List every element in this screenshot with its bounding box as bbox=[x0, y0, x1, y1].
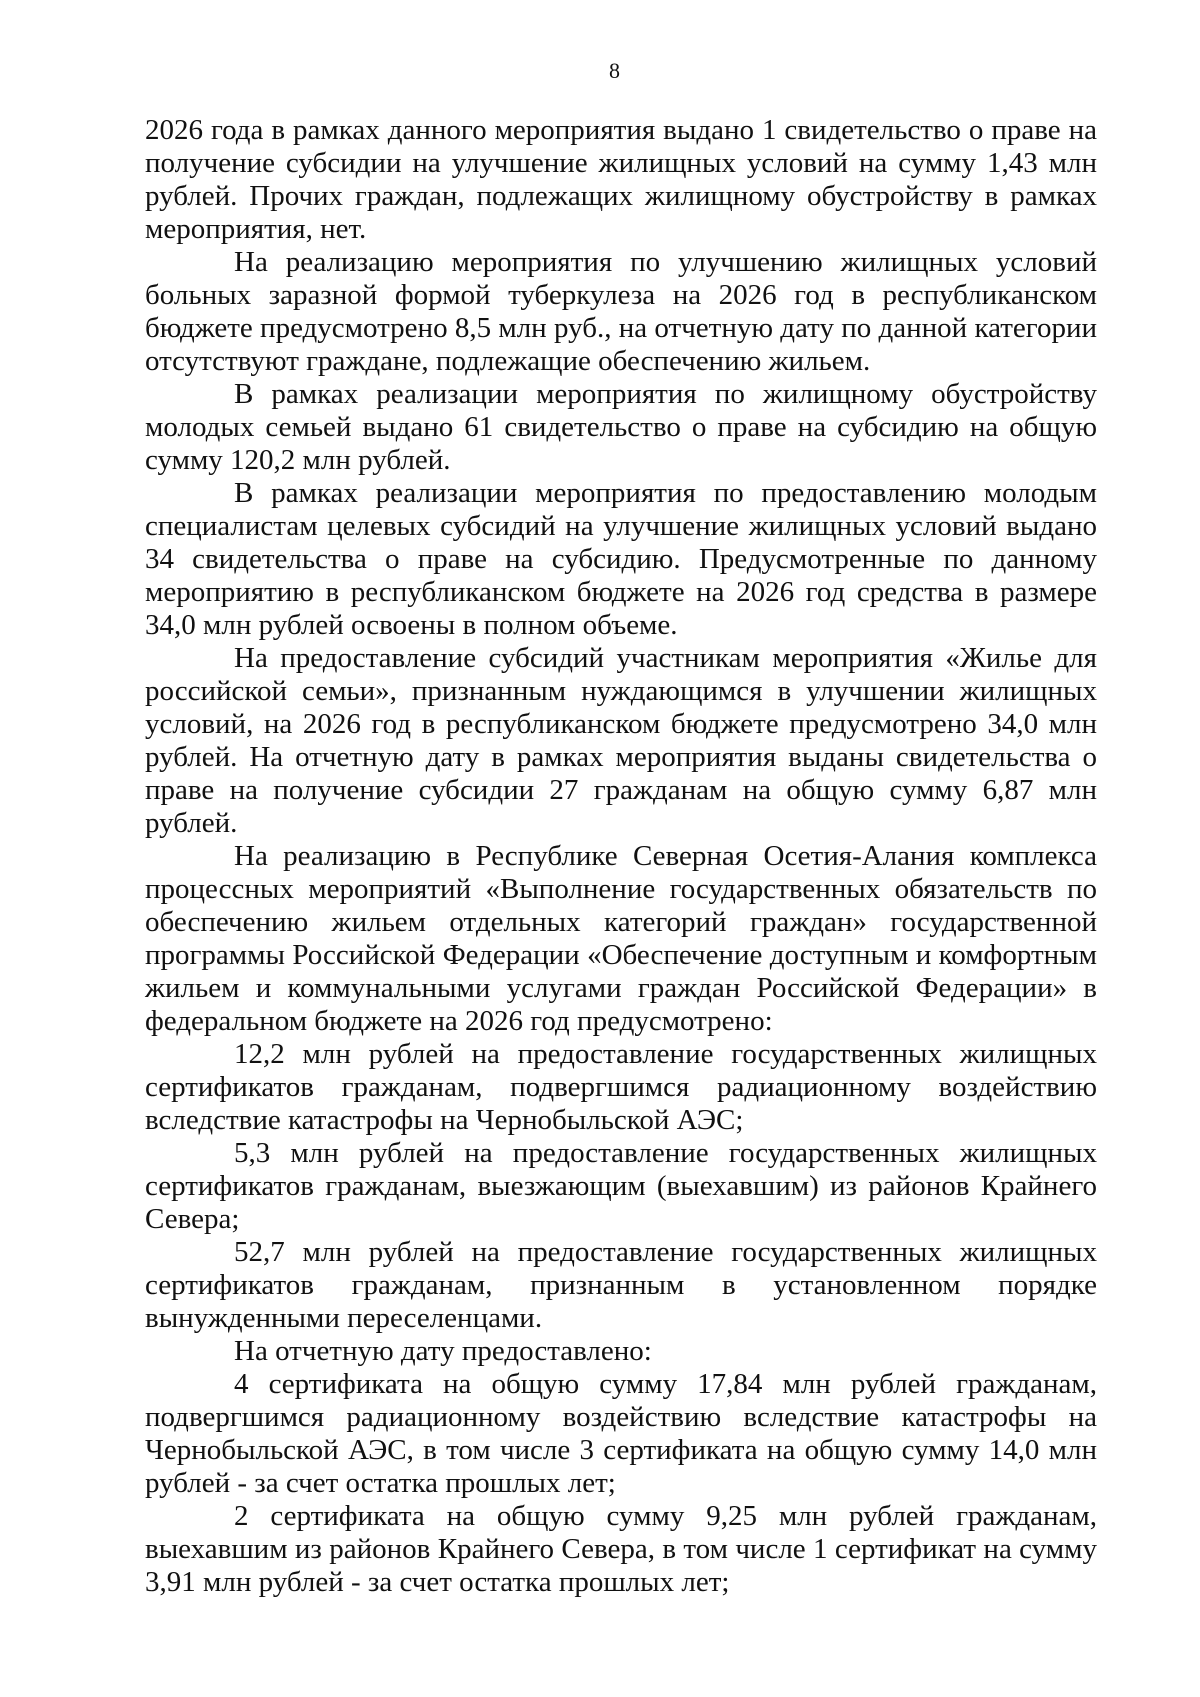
paragraph-chernobyl-budget: 12,2 млн рублей на предоставление государственных жилищных сертификатов гражданам, подвергшимся радиационному воздействию вследствие катастрофы на Чернобыльской АЭС; bbox=[145, 1038, 1097, 1136]
paragraph-tuberculosis-housing: На реализацию мероприятия по улучшению жилищных условий больных заразной формой туберкулеза на 2026 год в республиканском бюджете предусмотрено 8,5 млн руб., на отчетную дату по данной категории отсутствуют граждане, подлежащие обеспечению жильем. bbox=[145, 246, 1097, 377]
paragraph-far-north-budget: 5,3 млн рублей на предоставление государственных жилищных сертификатов гражданам, выезжающим (выехавшим) из районов Крайнего Севера; bbox=[145, 1137, 1097, 1235]
paragraph-far-north-certificates: 2 сертификата на общую сумму 9,25 млн рублей гражданам, выехавшим из районов Крайнего Севера, в том числе 1 сертификат на сумму 3,91 млн рублей - за счет остатка прошлых лет; bbox=[145, 1500, 1097, 1598]
paragraph-displaced-budget: 52,7 млн рублей на предоставление государственных жилищных сертификатов гражданам, признанным в установленном порядке вынужденными переселенцами. bbox=[145, 1236, 1097, 1334]
paragraph-federal-budget: На реализацию в Республике Северная Осетия-Алания комплекса процессных мероприятий «Выполнение государственных обязательств по обеспечению жильем отдельных категорий граждан» государственной программы Российской Федерации «Обеспечение доступным и комфортным жильем и коммунальными услугами граждан Российской Федерации» в федеральном бюджете на 2026 год предусмотрено: bbox=[145, 840, 1097, 1037]
paragraph-young-specialists: В рамках реализации мероприятия по предоставлению молодым специалистам целевых субсидий на улучшение жилищных условий выдано 34 свидетельства о праве на субсидию. Предусмотренные по данному мероприятию в республиканском бюджете на 2026 год средства в размере 34,0 млн рублей освоены в полном объеме. bbox=[145, 477, 1097, 641]
paragraph-housing-russian-family: На предоставление субсидий участникам мероприятия «Жилье для российской семьи», признанным нуждающимся в улучшении жилищных условий, на 2026 год в республиканском бюджете предусмотрено 34,0 млн рублей. На отчетную дату в рамках мероприятия выданы свидетельства о праве на получение субсидии 27 гражданам на общую сумму 6,87 млн рублей. bbox=[145, 642, 1097, 839]
paragraph-reporting-date: На отчетную дату предоставлено: bbox=[234, 1335, 652, 1367]
page-number: 8 bbox=[609, 58, 620, 83]
paragraph-continuation: 2026 года в рамках данного мероприятия выдано 1 свидетельство о праве на получение субсидии на улучшение жилищных условий на сумму 1,43 млн рублей. Прочих граждан, подлежащих жилищному обустройству в рамках мероприятия, нет. bbox=[145, 114, 1097, 245]
document-body bbox=[145, 114, 1097, 1599]
paragraph-young-families: В рамках реализации мероприятия по жилищному обустройству молодых семьей выдано 61 свидетельство о праве на субсидию на общую сумму 120,2 млн рублей. bbox=[145, 378, 1097, 476]
paragraph-chernobyl-certificates: 4 сертификата на общую сумму 17,84 млн рублей гражданам, подвергшимся радиационному воздействию вследствие катастрофы на Чернобыльской АЭС, в том числе 3 сертификата на общую сумму 14,0 млн рублей - за счет остатка прошлых лет; bbox=[145, 1368, 1097, 1499]
